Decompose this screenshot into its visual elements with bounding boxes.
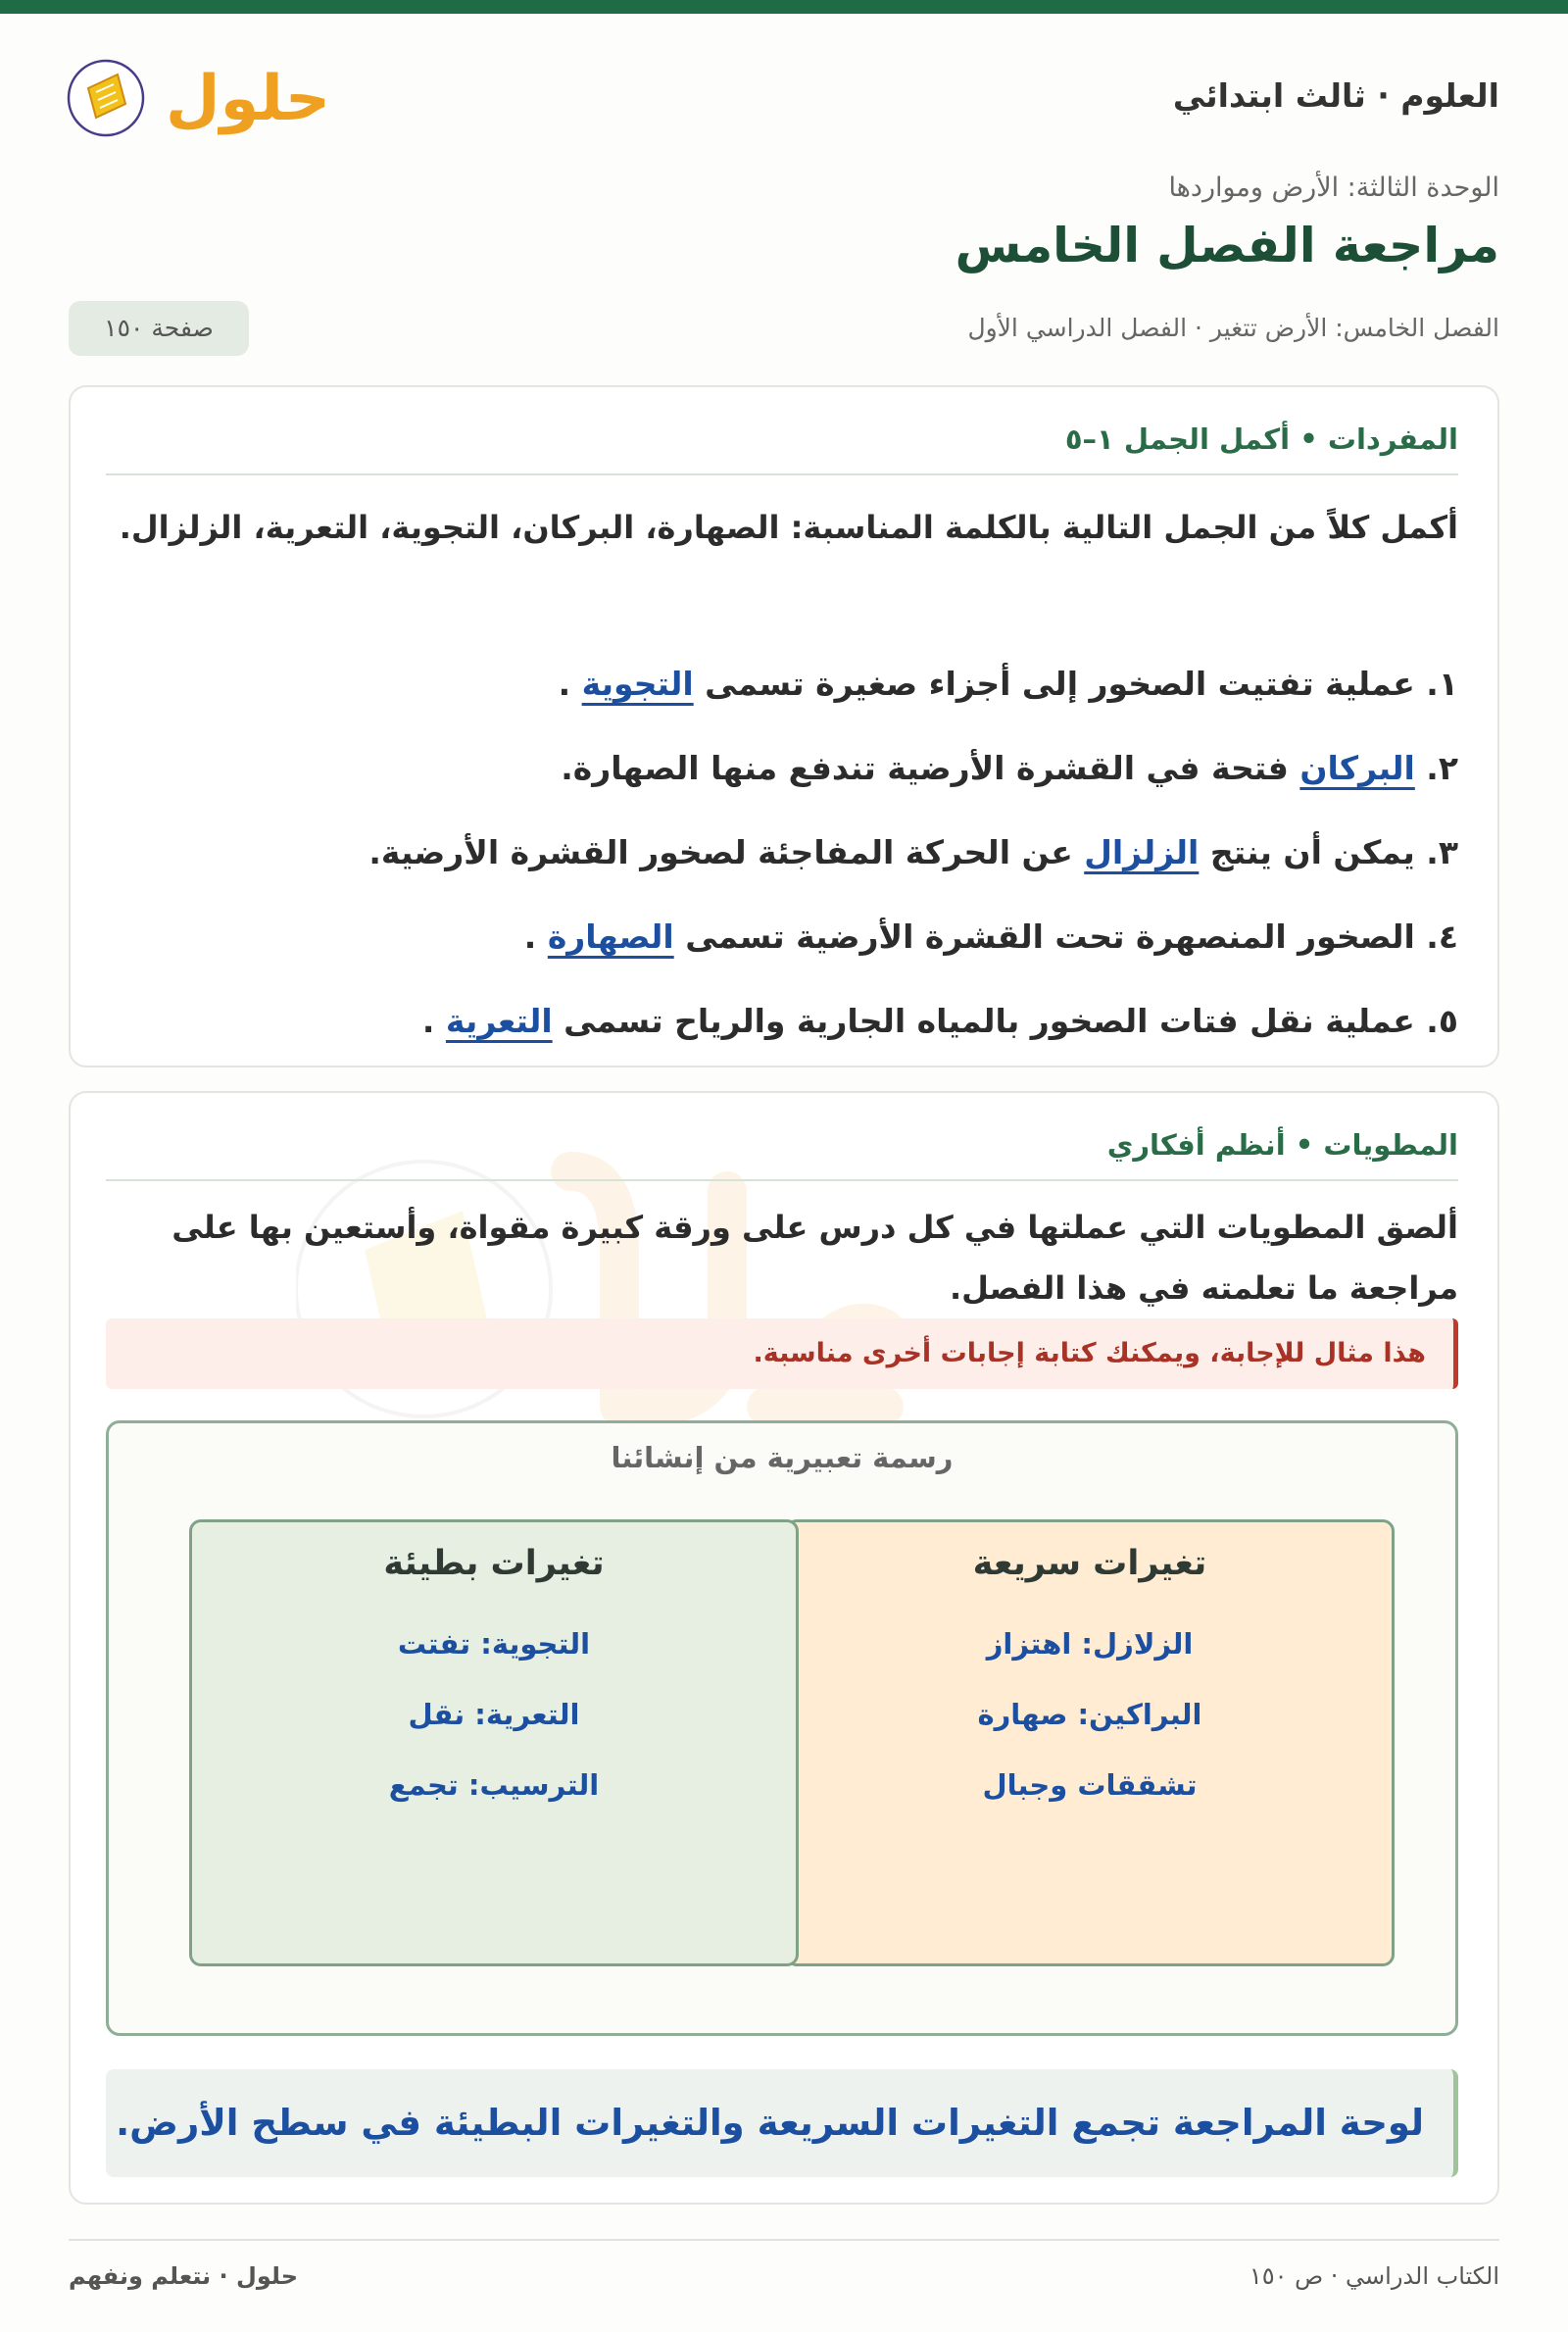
footer-book-ref: الكتاب الدراسي · ص ١٥٠ [1249,2262,1499,2290]
answer-note: هذا مثال للإجابة، ويمكنك كتابة إجابات أخرى مناسبة. [106,1318,1458,1389]
answer-word: الصهارة [547,918,674,956]
slow-changes-list [192,1609,796,1820]
vocabulary-card [69,385,1499,1067]
slow-changes-box [189,1519,799,1966]
slow-changes-title: تغيرات بطيئة [383,1544,605,1583]
page-title: مراجعة الفصل الخامس [955,218,1499,273]
answer-word: البركان [1299,749,1415,787]
question-item: ٣. يمكن أن ينتج الزلزال عن الحركة المفاجئة لصخور القشرة الأرضية. [368,833,1458,871]
summary-callout: لوحة المراجعة تجمع التغيرات السريعة والتغيرات البطيئة في سطح الأرض. [106,2069,1458,2177]
answer-word: التجوية [581,665,694,703]
question-item: ٤. الصخور المنصهرة تحت القشرة الأرضية تسمى الصهارة . [523,918,1458,956]
footer-divider [69,2239,1499,2241]
top-accent-bar [0,0,1568,14]
foldable-diagram [106,1420,1458,2036]
page-number-badge: صفحة ١٥٠ [69,301,249,356]
question-item: ٢. البركان فتحة في القشرة الأرضية تندفع منها الصهارة. [561,749,1458,787]
fast-changes-title: تغيرات سريعة [972,1544,1207,1583]
brand-logo [67,49,331,147]
foldables-card [69,1091,1499,2205]
list-item: التجوية: تفتت [397,1627,591,1661]
section-heading: المطويات • أنظم أفكاري [1106,1128,1458,1162]
diagram-caption: رسمة تعبيرية من إنشائنا [611,1441,954,1474]
list-item: البراكين: صهارة [977,1698,1202,1731]
instruction-text: أكمل كلاً من الجمل التالية بالكلمة المناسبة: الصهارة، البركان، التجوية، التعرية، الزلزال. [119,509,1458,546]
logo-wordmark: حلول [166,63,330,135]
instruction-text: ألصق المطويات التي عملتها في كل درس على ورقة كبيرة مقواة، وأستعين بها على مراجعة ما تعلمته في هذا الفصل. [172,1209,1458,1307]
chapter-label: الفصل الخامس: الأرض تتغير · الفصل الدراسي الأول [967,314,1499,342]
answer-word: التعرية [445,1002,553,1040]
list-item: الزلازل: اهتزاز [986,1627,1194,1661]
list-item: الترسيب: تجمع [388,1768,600,1802]
question-item: ٥. عملية نقل فتات الصخور بالمياه الجارية والرياح تسمى التعرية . [421,1002,1458,1040]
question-item: ١. عملية تفتيت الصخور إلى أجزاء صغيرة تسمى التجوية . [558,665,1458,703]
fast-changes-list [788,1609,1392,1820]
question-list [106,642,1458,1064]
answer-word: الزلزال [1084,833,1200,871]
list-item: تشققات وجبال [982,1768,1198,1802]
unit-label: الوحدة الثالثة: الأرض ومواردها [1168,173,1499,203]
fast-changes-box [785,1519,1395,1966]
section-divider [106,1179,1458,1181]
section-heading: المفردات • أكمل الجمل ١–٥ [1064,422,1458,456]
list-item: التعرية: نقل [408,1698,580,1731]
footer-brand: حلول · نتعلم ونفهم [69,2262,298,2290]
subject-grade: العلوم · ثالث ابتدائي [1172,76,1499,115]
section-divider [106,473,1458,475]
